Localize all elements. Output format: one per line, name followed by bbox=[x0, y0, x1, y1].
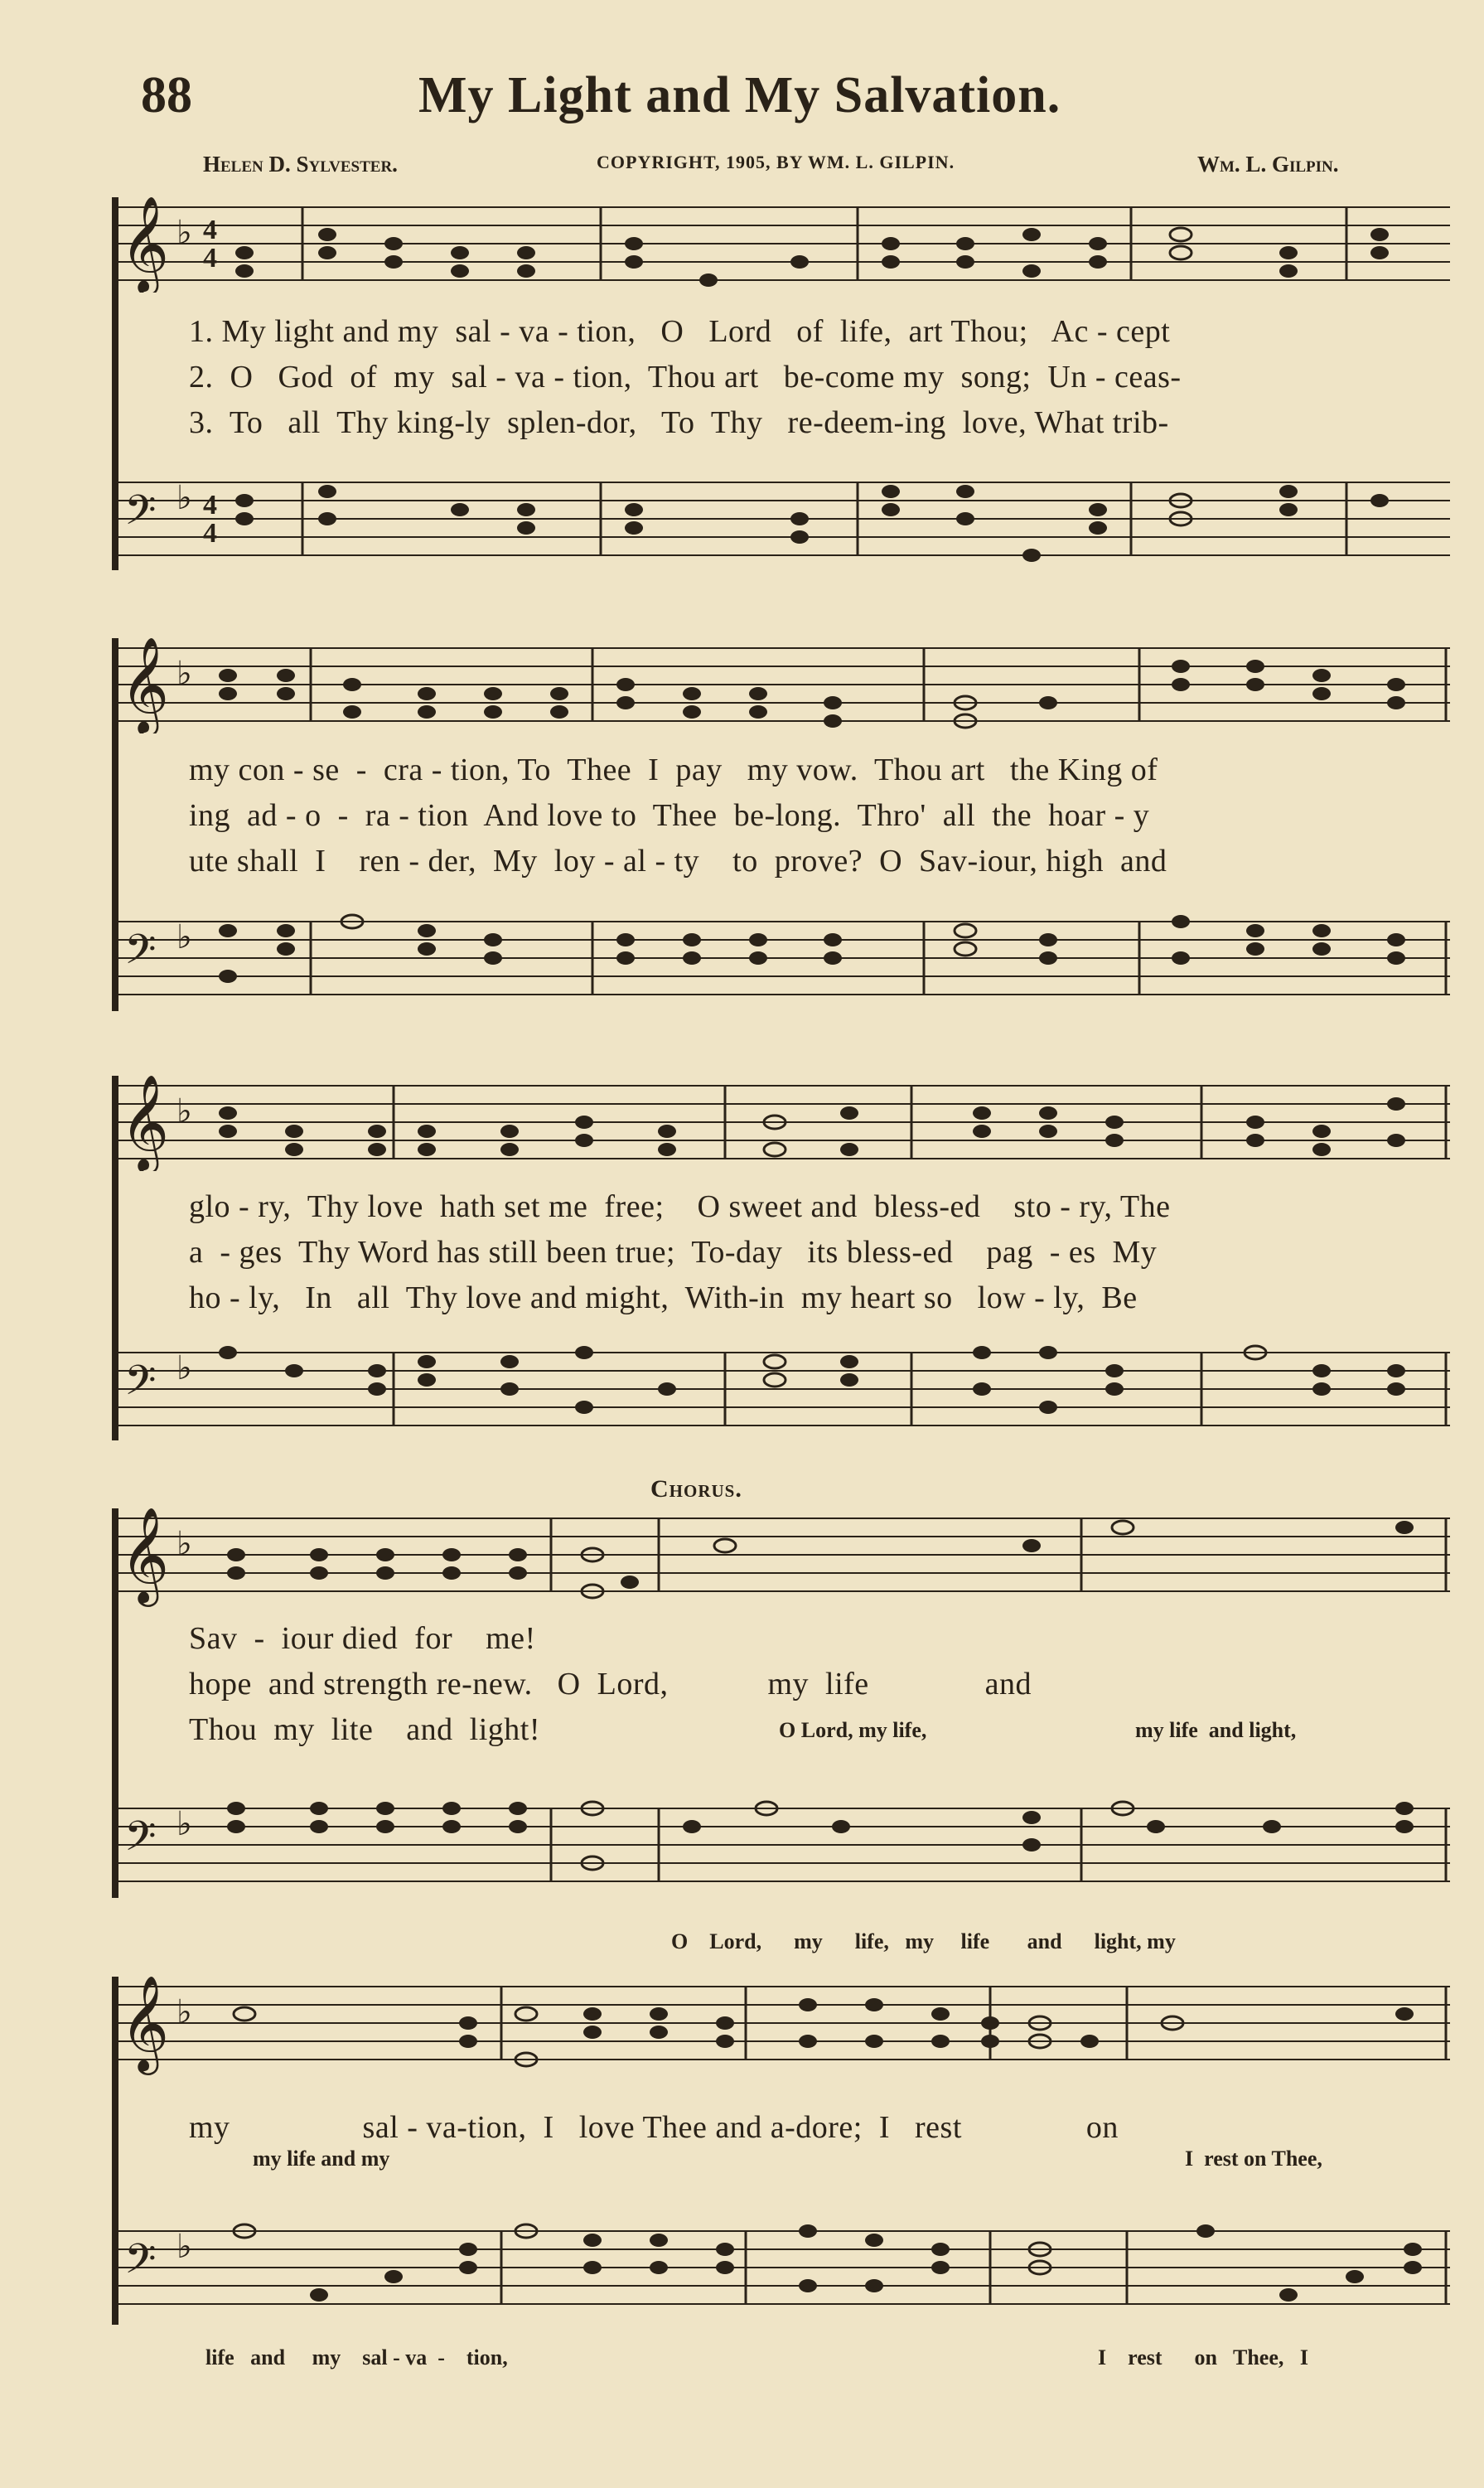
lyricist-credit: Helen D. Sylvester. bbox=[203, 152, 398, 177]
svg-text:♭: ♭ bbox=[176, 655, 192, 692]
treble-staff bbox=[112, 1076, 1450, 1171]
lyric-verse-3: Thou my lite and light! bbox=[189, 1712, 541, 1747]
svg-text:♭: ♭ bbox=[176, 479, 192, 516]
composer-credit: Wm. L. Gilpin. bbox=[1197, 152, 1339, 177]
svg-text:4: 4 bbox=[203, 243, 217, 273]
lyric-verse-3: ho - ly, In all Thy love and might, With-in my heart so low - ly, Be bbox=[189, 1280, 1138, 1315]
svg-text:♭: ♭ bbox=[176, 1525, 192, 1562]
svg-text:♭: ♭ bbox=[176, 918, 192, 956]
echo-text-upper: my life and light, bbox=[1135, 1718, 1297, 1742]
bass-staff bbox=[112, 2221, 1450, 2316]
svg-text:♭: ♭ bbox=[176, 1805, 192, 1842]
treble-staff bbox=[112, 197, 1450, 293]
svg-text:𝄢: 𝄢 bbox=[124, 2237, 157, 2292]
svg-text:𝄞: 𝄞 bbox=[120, 1077, 170, 1169]
bass-staff bbox=[112, 912, 1450, 1007]
svg-text:𝄢: 𝄢 bbox=[124, 927, 157, 982]
treble-staff bbox=[112, 1508, 1450, 1612]
bass-staff bbox=[112, 472, 1450, 568]
treble-staff bbox=[112, 638, 1450, 733]
lyric-verse-2: 2. O God of my sal - va - tion, Thou art be-come my song; Un - ceas- bbox=[189, 360, 1182, 394]
svg-text:♭: ♭ bbox=[176, 1092, 192, 1130]
svg-text:𝄢: 𝄢 bbox=[124, 1814, 157, 1869]
treble-staff bbox=[112, 1977, 1450, 2080]
svg-text:𝄞: 𝄞 bbox=[120, 639, 170, 731]
lyric-verse-2: hope and strength re-new. O Lord, my life and bbox=[189, 1667, 1032, 1701]
svg-text:4: 4 bbox=[203, 215, 217, 245]
lyric-verse-1: 1. My light and my sal - va - tion, O Lord of life, art Thou; Ac - cept bbox=[189, 314, 1171, 349]
lyric-verse-1: Sav - iour died for me! bbox=[189, 1621, 536, 1656]
lyric-verse-3: 3. To all Thy king-ly splen-dor, To Thy re-deem-ing love, What trib- bbox=[189, 405, 1169, 440]
svg-text:𝄞: 𝄞 bbox=[120, 1977, 170, 2069]
svg-text:𝄢: 𝄢 bbox=[124, 1358, 157, 1413]
echo-text-upper: I rest on Thee, bbox=[1185, 2147, 1322, 2171]
svg-text:𝄞: 𝄞 bbox=[120, 1509, 170, 1601]
echo-text-lower: I rest on Thee, I bbox=[1098, 2345, 1308, 2369]
lyric-chorus: my sal - va-tion, I love Thee and a-dore; I rest on bbox=[189, 2110, 1119, 2145]
hymn-number: 88 bbox=[141, 67, 192, 123]
bass-staff bbox=[112, 1343, 1450, 1438]
copyright-credit: COPYRIGHT, 1905, BY WM. L. GILPIN. bbox=[597, 152, 955, 172]
svg-text:4: 4 bbox=[203, 490, 217, 520]
echo-text-lower: life and my sal - va - tion, bbox=[205, 2345, 508, 2369]
svg-text:♭: ♭ bbox=[176, 2228, 192, 2265]
echo-text-upper: O Lord, my life, bbox=[779, 1718, 927, 1742]
svg-text:4: 4 bbox=[203, 518, 217, 549]
lyric-verse-1: glo - ry, Thy love hath set me free; O sweet and bless-ed sto - ry, The bbox=[189, 1189, 1171, 1224]
svg-text:♭: ♭ bbox=[176, 1349, 192, 1387]
lyric-verse-2: a - ges Thy Word has still been true; To-day its bless-ed pag - es My bbox=[189, 1235, 1158, 1270]
bass-staff bbox=[112, 1798, 1450, 1894]
lyric-verse-2: ing ad - o - ra - tion And love to Thee be-long. Thro' all the hoar - y bbox=[189, 798, 1150, 833]
svg-text:♭: ♭ bbox=[176, 214, 192, 251]
lyric-verse-1: my con - se - cra - tion, To Thee I pay my vow. Thou art the King of bbox=[189, 753, 1158, 787]
chorus-label: Chorus. bbox=[650, 1475, 742, 1503]
hymn-title: My Light and My Salvation. bbox=[418, 67, 1061, 123]
svg-text:𝄞: 𝄞 bbox=[120, 198, 170, 290]
svg-text:♭: ♭ bbox=[176, 1993, 192, 2031]
lyric-verse-3: ute shall I ren - der, My loy - al - ty to prove? O Sav-iour, high and bbox=[189, 844, 1167, 879]
echo-text-upper: my life and my bbox=[253, 2147, 390, 2171]
svg-text:𝄢: 𝄢 bbox=[124, 488, 157, 543]
echo-text-lower: O Lord, my life, my life and light, my bbox=[671, 1929, 1176, 1953]
